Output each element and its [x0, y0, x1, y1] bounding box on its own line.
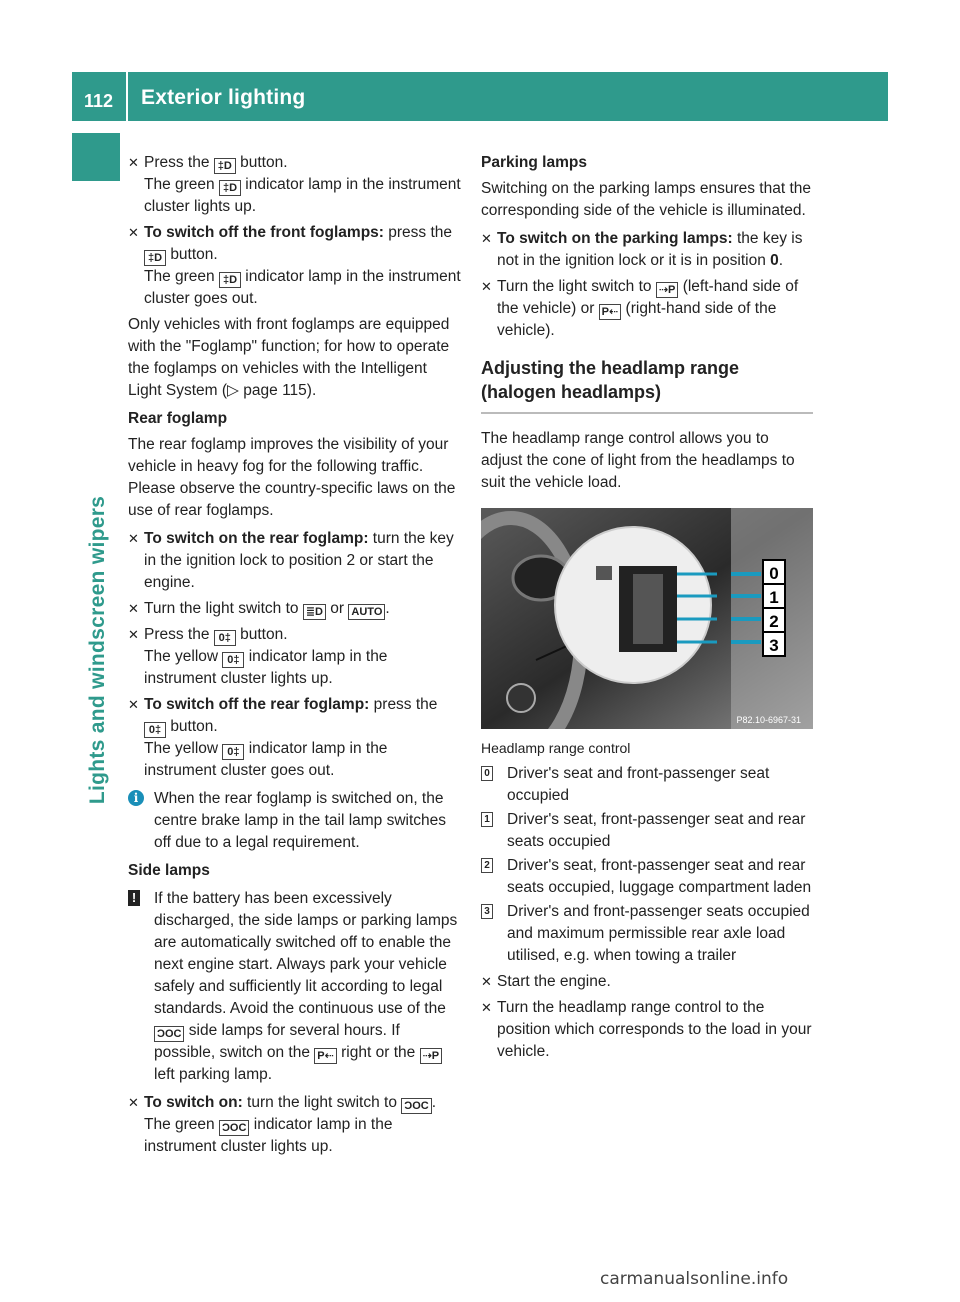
- side-lamp-icon: ƆOC: [154, 1026, 184, 1042]
- step-arrow-icon: ✕: [481, 231, 492, 246]
- step-arrow-icon: ✕: [481, 279, 492, 294]
- paragraph: Only vehicles with front foglamps are equipped with the "Foglamp" function; for how to operate the foglamps on vehicles with the Intelligent Light System (▷ page 115).: [128, 316, 450, 399]
- legend-key: 0: [481, 766, 493, 781]
- photo-code: P82.10-6967-31: [736, 715, 801, 725]
- rear-foglamp-icon: 0‡: [214, 630, 236, 646]
- rear-foglamp-icon: 0‡: [222, 744, 244, 760]
- step-switch-off-front: ✕ To switch off the front foglamps: press the ‡D button. The green ‡D indicator lamp in the instrument cluster goes out.: [128, 224, 461, 307]
- dial-label: 2: [769, 612, 779, 631]
- heading-side-lamps: Side lamps: [128, 862, 210, 879]
- dial-label: 3: [769, 636, 779, 655]
- legend-key: 3: [481, 904, 493, 919]
- heading-headlamp-range: Adjusting the headlamp range (halogen headlamps): [481, 356, 813, 414]
- left-parking-lamp-icon: ⇢P: [420, 1048, 443, 1064]
- heading-rear-foglamp: Rear foglamp: [128, 410, 228, 427]
- photo-caption: Headlamp range control: [481, 740, 631, 756]
- paragraph: Switching on the parking lamps ensures that the corresponding side of the vehicle is illuminated.: [481, 180, 811, 219]
- warning-note: ! If the battery has been excessively discharged, the side lamps or parking lamps are automatically switched off to enable the next engine start. Always park your vehicle safely and sufficiently lit according to legal standards. Avoid the continuous use of the ƆOC side lamps for several hours. If possible, switch on the P⇠ right or the ⇢P left parking lamp.: [128, 888, 461, 1086]
- step-parking-on: ✕ To switch on the parking lamps: the key is not in the ignition lock or it is in position 0.: [481, 230, 803, 269]
- step-rear-on: ✕ To switch on the rear foglamp: turn the key in the ignition lock to position 2 or start the engine.: [128, 530, 454, 591]
- legend-key: 1: [481, 812, 493, 827]
- section-title: Exterior lighting: [141, 86, 306, 109]
- front-foglamp-icon: ‡D: [214, 158, 236, 174]
- auto-light-icon: AUTO: [348, 604, 385, 620]
- step-light-switch: ✕ Turn the light switch to ≣D or AUTO .: [128, 600, 390, 618]
- dial-label: 0: [769, 564, 779, 583]
- legend-key: 2: [481, 858, 493, 873]
- warning-icon: !: [128, 890, 140, 906]
- paragraph: The headlamp range control allows you to adjust the cone of light from the headlamps to suit the vehicle load.: [481, 430, 795, 491]
- step-arrow-icon: ✕: [128, 155, 139, 170]
- right-column: [481, 152, 813, 1067]
- step-parking-switch: ✕ Turn the light switch to ⇢P (left-hand side of the vehicle) or P⇠ (right-hand side of the vehicle).: [481, 278, 799, 339]
- front-foglamp-icon: ‡D: [144, 250, 166, 266]
- step-arrow-icon: ✕: [128, 697, 139, 712]
- step-arrow-icon: ✕: [481, 974, 492, 989]
- right-parking-lamp-icon: P⇠: [599, 304, 622, 320]
- side-tab-block: [72, 133, 120, 181]
- step-arrow-icon: ✕: [128, 225, 139, 240]
- legend-item: 1 Driver's seat, front-passenger seat and rear seats occupied: [481, 809, 813, 853]
- step-arrow-icon: ✕: [128, 627, 139, 642]
- page-number: 112: [84, 91, 114, 111]
- step-side-on: ✕ To switch on: turn the light switch to ƆOC . The green ƆOC indicator lamp in the instrument cluster lights up.: [128, 1094, 437, 1155]
- rear-foglamp-icon: 0‡: [144, 722, 166, 738]
- watermark: carmanualsonline.info: [600, 1269, 789, 1289]
- heading-parking-lamps: Parking lamps: [481, 154, 587, 171]
- headlamp-range-photo: [481, 508, 813, 729]
- left-column: [128, 152, 461, 1162]
- step-press-foglamp: ✕ Press the ‡D button. The green ‡D indicator lamp in the instrument cluster lights up.: [128, 154, 461, 215]
- left-parking-lamp-icon: ⇢P: [656, 282, 679, 298]
- info-note: i When the rear foglamp is switched on, the centre brake lamp in the tail lamp switches off due to a legal requirement.: [128, 788, 461, 854]
- right-parking-lamp-icon: P⇠: [314, 1048, 337, 1064]
- step-arrow-icon: ✕: [128, 531, 139, 546]
- legend-item: 0 Driver's seat and front-passenger seat occupied: [481, 763, 813, 807]
- side-tab-label: Lights and windscreen wipers: [86, 495, 109, 805]
- step-arrow-icon: ✕: [128, 601, 139, 616]
- side-lamp-icon: ƆOC: [401, 1098, 431, 1114]
- step-rear-off: ✕ To switch off the rear foglamp: press the 0‡ button. The yellow 0‡ indicator lamp in the instrument cluster goes out.: [128, 696, 438, 779]
- info-icon: i: [128, 790, 144, 806]
- legend-item: 3 Driver's and front-passenger seats occupied and maximum permissible rear axle load utilised, e.g. when towing a trailer: [481, 901, 813, 967]
- front-foglamp-icon: ‡D: [219, 272, 241, 288]
- dial-label: 1: [769, 588, 779, 607]
- header-divider: [126, 72, 128, 121]
- legend-item: 2 Driver's seat, front-passenger seat and rear seats occupied, luggage compartment laden: [481, 855, 813, 899]
- front-foglamp-icon: ‡D: [219, 180, 241, 196]
- dashboard-illustration: [481, 508, 813, 729]
- step-arrow-icon: ✕: [481, 1000, 492, 1015]
- rear-foglamp-icon: 0‡: [222, 652, 244, 668]
- step-turn-range-control: ✕ Turn the headlamp range control to the position which corresponds to the load in your vehicle.: [481, 999, 812, 1060]
- side-lamp-icon: ƆOC: [219, 1120, 249, 1136]
- low-beam-icon: ≣D: [303, 604, 326, 620]
- step-press-rear: ✕ Press the 0‡ button. The yellow 0‡ indicator lamp in the instrument cluster lights up.: [128, 626, 388, 687]
- step-start-engine: ✕ Start the engine.: [481, 971, 813, 993]
- step-arrow-icon: ✕: [128, 1095, 139, 1110]
- paragraph: The rear foglamp improves the visibility of your vehicle in heavy fog for the following traffic. Please observe the country-specific laws on the use of rear foglamps.: [128, 436, 456, 519]
